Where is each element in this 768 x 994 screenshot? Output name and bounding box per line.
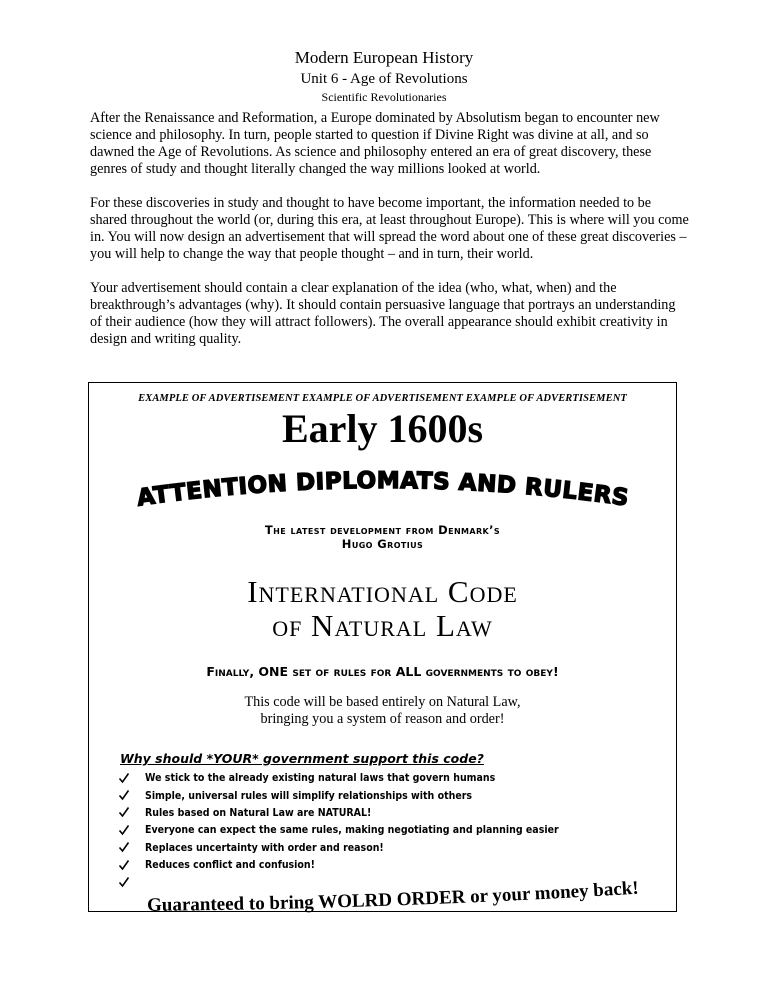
checkmark-icon <box>118 859 130 871</box>
benefit-text: Simple, universal rules will simplify relationships with others <box>145 788 473 802</box>
checkmark-icon <box>118 824 130 836</box>
unit-title: Unit 6 - Age of Revolutions <box>300 71 468 87</box>
list-item <box>118 786 626 803</box>
code-title-line: of Natural Law <box>272 608 493 643</box>
example-banner: EXAMPLE OF ADVERTISEMENT EXAMPLE OF ADVERTISEMENT EXAMPLE OF ADVERTISEMENT <box>138 393 627 404</box>
attention-headline <box>113 463 653 513</box>
instructions <box>90 110 690 365</box>
list-item <box>118 839 626 856</box>
latest-development <box>89 523 676 551</box>
paragraph: Your advertisement should contain a clear explanation of the idea (who, what, when) and the breakthrough’s advantages (why). It should contain persuasive language that portrays an understanding of their audience (how they will attract followers). The overall appearance should exhibit creativity in design and writing quality. <box>90 280 676 347</box>
author-line: Hugo Grotius <box>341 537 424 551</box>
svg-text:Guaranteed to bring WOLRD ORDE <box>147 878 639 916</box>
checkmark-icon <box>118 876 130 888</box>
checkmark-icon <box>118 772 130 784</box>
course-title: Modern European History <box>294 48 474 67</box>
checkmark-icon <box>118 806 130 818</box>
paragraph: For these discoveries in study and thought to have become important, the information needed to be shared throughout the world (or, during this era, at least throughout Europe). This is where will you come in. You will now design an advertisement that will spread the word about one of these great discoveries – you will help to change the way that people thought – and in turn, their world. <box>90 195 689 262</box>
ad-year: Early 1600s <box>281 406 484 451</box>
svg-text:ATTENTION DIPLOMATS AND RULERS <box>135 468 630 512</box>
code-title <box>89 575 676 643</box>
latest-line: The latest development from Denmark’s <box>264 523 501 537</box>
list-item <box>118 769 626 786</box>
code-title-line: International Code <box>247 574 518 609</box>
topic-subtitle: Scientific Revolutionaries <box>321 90 447 104</box>
list-item <box>118 821 626 838</box>
benefit-text: Replaces uncertainty with order and reason! <box>145 840 384 854</box>
benefit-text: Everyone can expect the same rules, making negotiating and planning easier <box>145 823 559 837</box>
guarantee-headline <box>133 877 673 923</box>
list-item <box>118 856 626 873</box>
benefit-text: Reduces conflict and confusion! <box>145 858 315 872</box>
tagline: Finally, ONE set of rules for ALL governments to obey! <box>206 664 559 679</box>
benefit-text: Rules based on Natural Law are NATURAL! <box>145 805 372 819</box>
description-line: This code will be based entirely on Natural Law, <box>244 694 521 710</box>
list-item <box>118 804 626 821</box>
description-line: bringing you a system of reason and order! <box>260 711 505 727</box>
benefit-text: We stick to the already existing natural laws that govern humans <box>145 771 496 785</box>
guarantee-text: Guaranteed to bring WOLRD ORDER or your money back! <box>146 877 640 916</box>
ad-description <box>89 694 676 728</box>
advertisement-example <box>88 382 677 916</box>
benefits-list <box>118 769 626 891</box>
paragraph: After the Renaissance and Reformation, a Europe dominated by Absolutism began to encounter new science and philosophy. In turn, people started to question if Divine Right was divine at all, and so dawned the Age of Revolutions. As science and philosophy entered an era of great discovery, these genres of study and thought literally changed the way millions looked at world. <box>90 110 660 177</box>
document-header <box>0 48 768 105</box>
attention-text: ATTENTION DIPLOMATS AND RULERS <box>135 467 631 512</box>
checkmark-icon <box>118 789 130 801</box>
why-heading: Why should *YOUR* government support this code? <box>120 751 484 766</box>
checkmark-icon <box>118 841 130 853</box>
